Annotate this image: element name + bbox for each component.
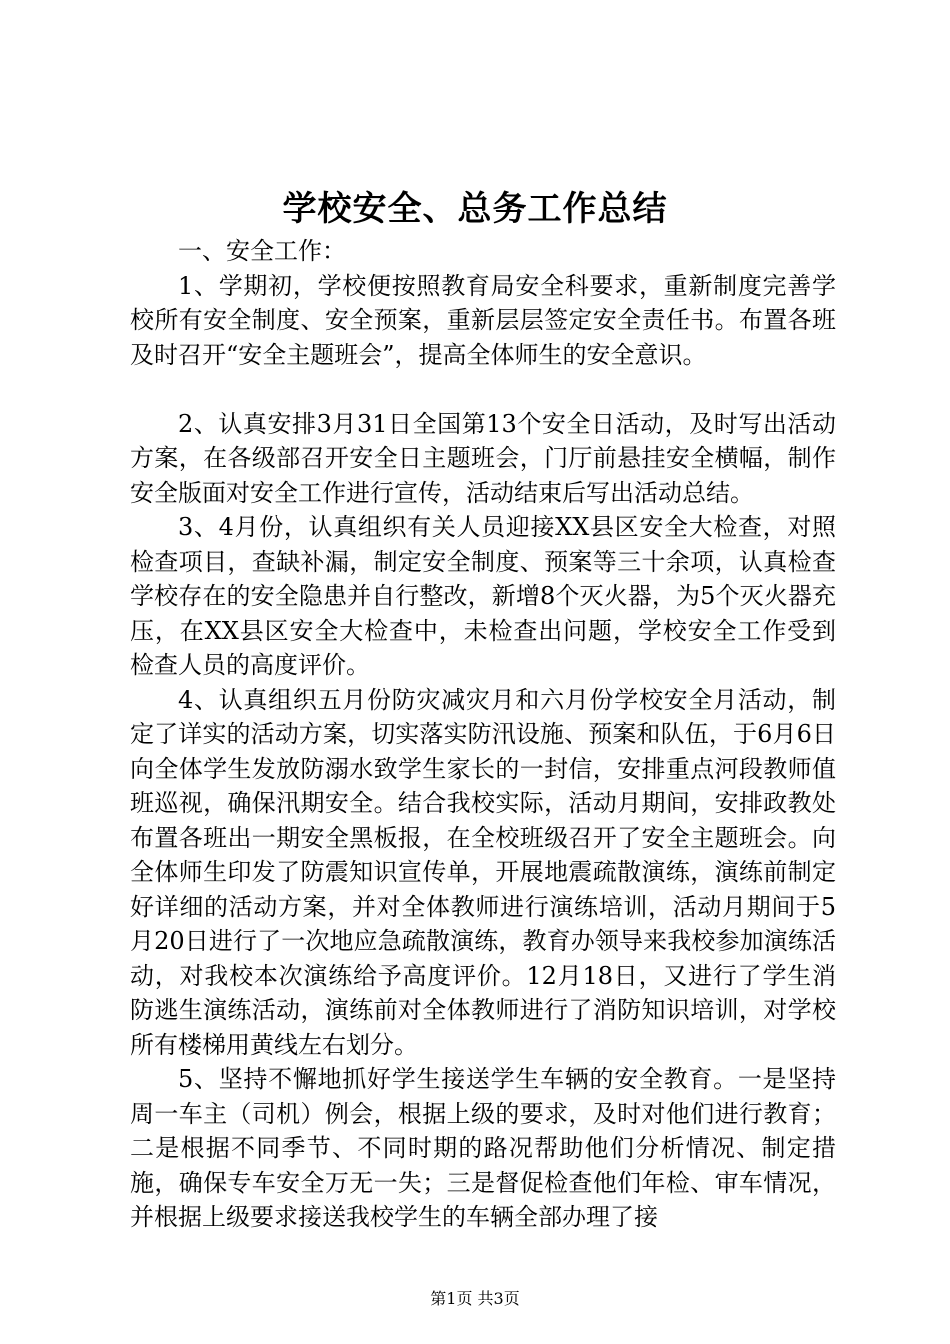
- document-title: 学校安全、总务工作总结: [282, 189, 668, 229]
- paragraph-3: 3、4月份，认真组织有关人员迎接XX县区安全大检查，对照检查项目，查缺补漏，制定安全制度、预案等三十余项，认真检查学校存在的安全隐患并自行整改，新增8个灭火器，为5个灭火器充压，在XX县区安全大检查中，未检查出问题，学校安全工作受到检查人员的高度评价。: [130, 513, 836, 679]
- paragraph-2: 2、认真安排3月31日全国第13个安全日活动，及时写出活动方案，在各级部召开安全日主题班会，门厅前悬挂安全横幅，制作安全版面对安全工作进行宣传，活动结束后写出活动总结。: [130, 409, 836, 507]
- paragraph-1: 1、学期初，学校便按照教育局安全科要求，重新制度完善学校所有安全制度、安全预案，重新层层签定安全责任书。布置各班及时召开“安全主题班会”，提高全体师生的安全意识。: [130, 271, 836, 369]
- page-number-footer: 第1页 共3页: [430, 1289, 520, 1308]
- paragraph-4: 4、认真组织五月份防灾减灾月和六月份学校安全月活动，制定了详实的活动方案，切实落实防汛设施、预案和队伍，于6月6日向全体学生发放防溺水致学生家长的一封信，安排重点河段教师值班巡视，确保汛期安全。结合我校实际，活动月期间，安排政教处布置各班出一期安全黑板报，在全校班级召开了安全主题班会。向全体师生印发了防震知识宣传单，开展地震疏散演练，演练前制定好详细的活动方案，并对全体教师进行演练培训，活动月期间于5月20日进行了一次地应急疏散演练，教育办领导来我校参加演练活动，对我校本次演练给予高度评价。12月18日，又进行了学生消防逃生演练活动，演练前对全体教师进行了消防知识培训，对学校所有楼梯用黄线左右划分。: [130, 685, 836, 1059]
- section-heading: 一、安全工作：: [178, 237, 346, 265]
- document-body: [130, 234, 836, 1235]
- paragraph-5: 5、坚持不懈地抓好学生接送学生车辆的安全教育。一是坚持周一车主（司机）例会，根据上级的要求，及时对他们进行教育；二是根据不同季节、不同时期的路况帮助他们分析情况、制定措施，确保专车安全万无一失；三是督促检查他们年检、审车情况，并根据上级要求接送我校学生的车辆全部办理了接: [130, 1065, 836, 1231]
- paragraph-spacer: [130, 372, 836, 407]
